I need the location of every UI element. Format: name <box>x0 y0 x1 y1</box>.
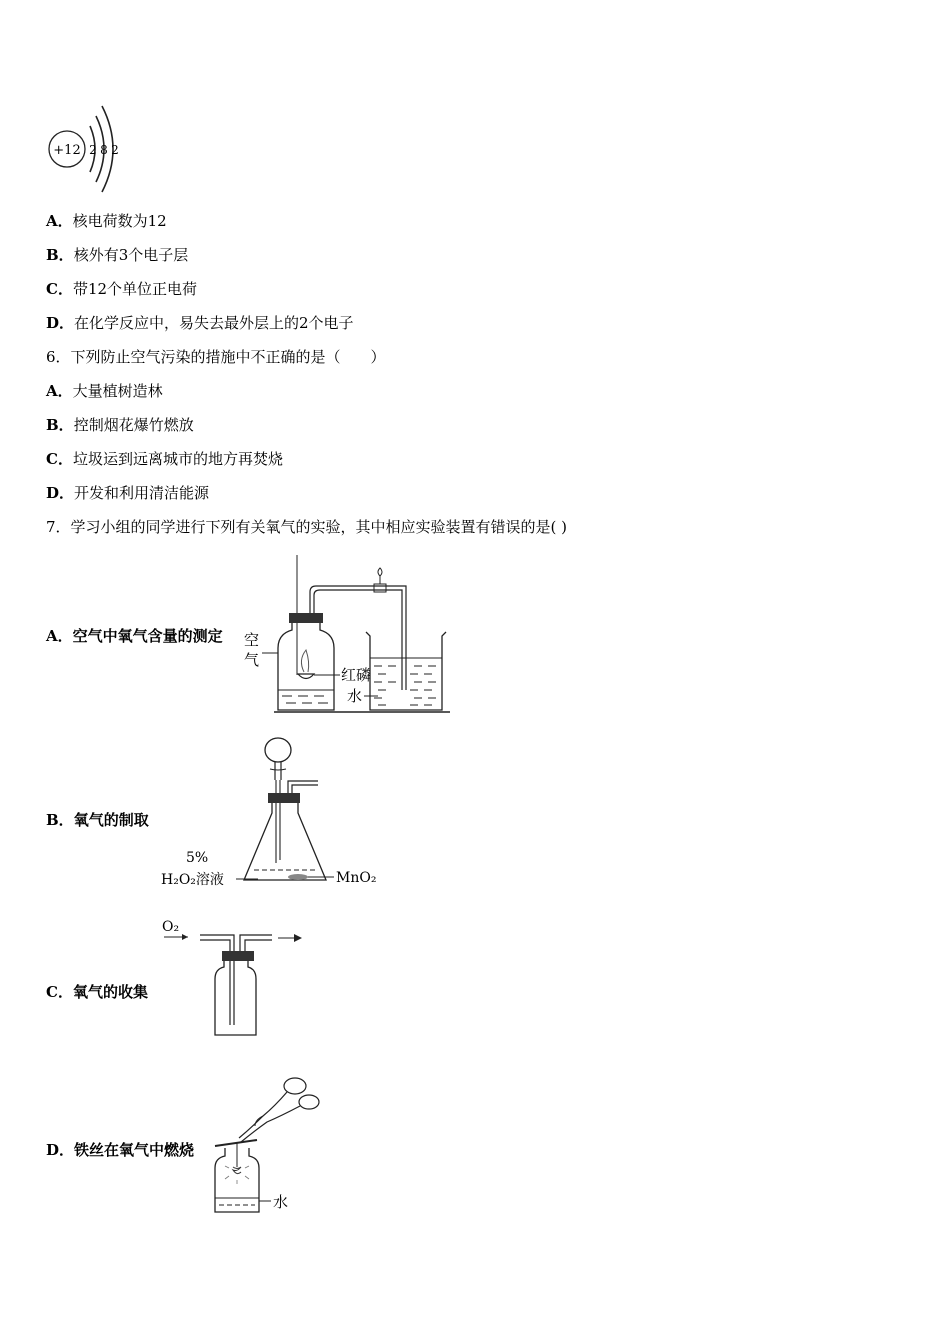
q6-option-d: D．开发和利用清洁能源 <box>46 484 210 502</box>
atom-structure-diagram <box>44 100 134 196</box>
label-water-d: 水 <box>273 1193 289 1211</box>
q7-stem: 7．学习小组的同学进行下列有关氧气的实验，其中相应实验装置有错误的是( ) <box>46 518 568 536</box>
label-o2: O₂ <box>162 919 180 935</box>
figure-b-oxygen-preparation-apparatus <box>158 735 388 895</box>
label-h2o2-solution: H₂O₂溶液 <box>161 872 224 888</box>
q5-option-c: C．带12个单位正电荷 <box>46 280 198 298</box>
shell-2-count: 8 <box>100 143 108 157</box>
figure-a-oxygen-content-apparatus <box>240 550 460 720</box>
q7-option-d: D．铁丝在氧气中燃烧 <box>46 1141 195 1159</box>
q5-option-b: B．核外有3个电子层 <box>46 246 189 264</box>
label-red-phosphorus: 红磷 <box>341 666 372 684</box>
q5-option-a: A．核电荷数为12 <box>46 212 167 230</box>
q6-stem: 6．下列防止空气污染的措施中不正确的是（ ） <box>46 348 386 366</box>
q6-option-a: A．大量植树造林 <box>46 382 163 400</box>
label-air-2: 气 <box>244 651 260 669</box>
figure-c-oxygen-collection-apparatus <box>158 915 308 1043</box>
q6-option-b: B．控制烟花爆竹燃放 <box>46 416 194 434</box>
label-concentration: 5% <box>186 850 209 866</box>
q7-option-c: C．氧气的收集 <box>46 983 148 1001</box>
q7-option-b: B．氧气的制取 <box>46 811 149 829</box>
nucleus-charge: +12 <box>53 143 81 158</box>
shell-1-count: 2 <box>89 143 97 157</box>
q7-option-a: A．空气中氧气含量的测定 <box>46 627 223 645</box>
q5-option-d: D．在化学反应中，易失去最外层上的2个电子 <box>46 314 354 332</box>
figure-d-iron-combustion-apparatus <box>205 1072 325 1220</box>
label-mno2: MnO₂ <box>336 870 377 886</box>
q6-option-c: C．垃圾运到远离城市的地方再焚烧 <box>46 450 283 468</box>
shell-3-count: 2 <box>111 143 119 157</box>
label-water-a: 水 <box>347 687 363 705</box>
label-air-1: 空 <box>244 631 260 649</box>
